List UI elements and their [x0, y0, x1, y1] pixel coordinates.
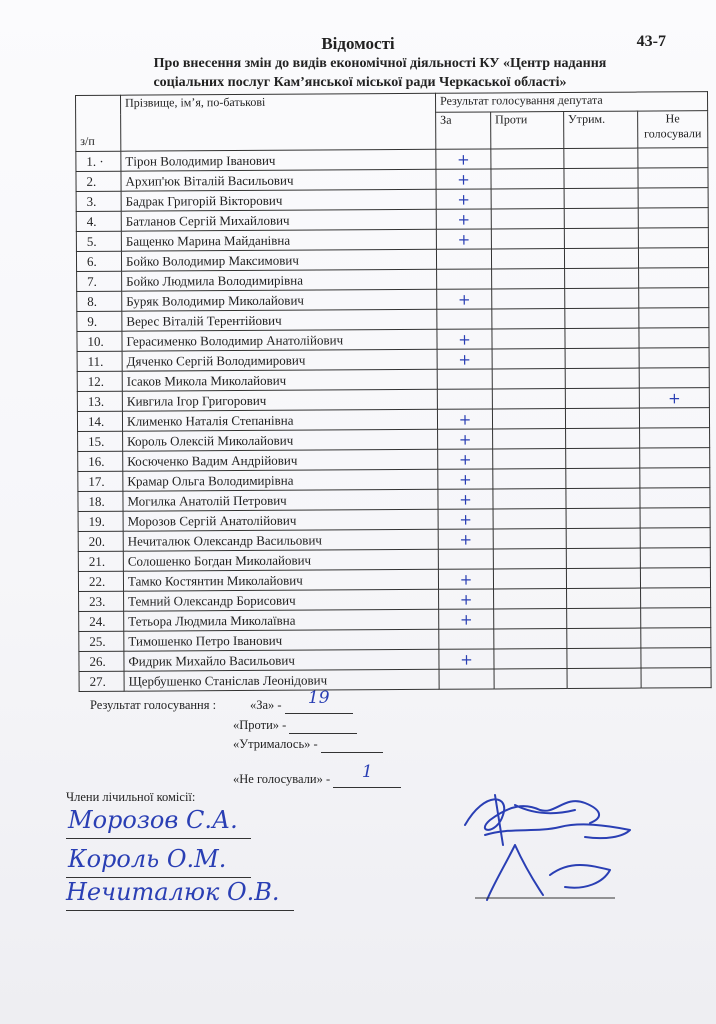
- vote-ne-cell: [640, 548, 710, 568]
- col-header-proty: Проти: [491, 112, 564, 149]
- row-number: 5.: [76, 231, 121, 251]
- row-number: 19.: [78, 511, 123, 531]
- vote-proty-cell: [494, 609, 567, 629]
- vote-utrym-cell: [565, 268, 639, 288]
- vote-utrym-cell: [565, 368, 639, 388]
- vote-proty-cell: [494, 589, 567, 609]
- row-number: 12.: [77, 371, 122, 391]
- row-number: 11.: [77, 351, 122, 371]
- row-number: 22.: [78, 571, 123, 591]
- result-ne-label: «Не голосували» -: [233, 772, 331, 786]
- signatures-image: [455, 775, 655, 910]
- commission-member-3: Нечиталюк О.В.: [66, 878, 280, 906]
- vote-za-cell: [437, 269, 492, 289]
- col-header-name: Прізвище, ім’я, по-батькові: [121, 93, 436, 151]
- vote-ne-cell: [641, 628, 711, 648]
- col-header-result: Результат голосування депутата: [435, 92, 707, 113]
- result-utrym-label: «Утрималось» -: [233, 737, 318, 751]
- row-number: 9.: [77, 311, 122, 331]
- signature-line-3: [66, 910, 294, 911]
- vote-ne-cell: [640, 508, 710, 528]
- vote-za-cell: +: [437, 349, 492, 369]
- vote-za-cell: +: [439, 649, 494, 669]
- row-number: 10.: [77, 331, 122, 351]
- vote-za-cell: +: [438, 509, 493, 529]
- row-number: 2.: [76, 171, 121, 191]
- result-ne: [233, 762, 401, 788]
- vote-utrym-cell: [564, 168, 638, 188]
- signature-stroke-3: [485, 824, 630, 838]
- row-number: 7.: [77, 271, 122, 291]
- row-name: Фидрик Михайло Васильович: [124, 649, 439, 671]
- row-name: Кивгила Ігор Григорович: [122, 389, 437, 411]
- row-name: Солошенко Богдан Миколайович: [123, 549, 438, 571]
- page-title: Відомості: [321, 34, 395, 53]
- result-proty: [233, 718, 357, 734]
- row-number: 4.: [76, 211, 121, 231]
- vote-proty-cell: [493, 549, 566, 569]
- vote-utrym-cell: [564, 228, 638, 248]
- vote-za-cell: [438, 549, 493, 569]
- vote-utrym-cell: [567, 628, 641, 648]
- result-utrym: [233, 737, 383, 753]
- results-label: Результат голосування :: [90, 698, 217, 712]
- result-za-value: 19: [307, 688, 330, 708]
- vote-proty-cell: [492, 289, 565, 309]
- vote-proty-cell: [493, 489, 566, 509]
- vote-ne-cell: [640, 488, 710, 508]
- vote-za-cell: +: [436, 149, 491, 169]
- vote-ne-cell: [638, 248, 708, 268]
- signature-stroke-4: [487, 845, 610, 900]
- row-name: Крамар Ольга Володимирівна: [123, 469, 438, 491]
- result-za-label: «За» -: [250, 698, 282, 712]
- vote-za-cell: +: [436, 229, 491, 249]
- vote-proty-cell: [494, 669, 567, 689]
- row-name: Косюченко Вадим Андрійович: [123, 449, 438, 471]
- vote-utrym-cell: [566, 468, 640, 488]
- vote-za-cell: [436, 249, 491, 269]
- vote-ne-cell: [638, 188, 708, 208]
- row-number: 20.: [78, 531, 123, 551]
- vote-proty-cell: [491, 149, 564, 169]
- vote-proty-cell: [491, 209, 564, 229]
- doc-number: 43-7: [636, 33, 666, 50]
- row-number: 27.: [79, 671, 124, 691]
- row-number: 6.: [76, 251, 121, 271]
- vote-utrym-cell: [566, 508, 640, 528]
- vote-proty-cell: [492, 389, 565, 409]
- commission-member-2: Король О.М.: [68, 845, 227, 873]
- row-number: 14.: [77, 411, 122, 431]
- result-za: [250, 688, 353, 714]
- vote-za-cell: +: [436, 189, 491, 209]
- vote-proty-cell: [494, 649, 567, 669]
- signature-line-1: [66, 838, 251, 839]
- vote-ne-cell: [639, 348, 709, 368]
- vote-proty-cell: [493, 469, 566, 489]
- vote-za-cell: +: [438, 469, 493, 489]
- vote-ne-cell: [638, 228, 708, 248]
- vote-ne-cell: [638, 168, 708, 188]
- vote-utrym-cell: [566, 448, 640, 468]
- vote-za-cell: [437, 389, 492, 409]
- vote-ne-cell: [639, 268, 709, 288]
- row-number: 26.: [79, 651, 124, 671]
- vote-za-cell: +: [438, 529, 493, 549]
- subtitle-line-2: соціальних послуг Кам’янської міської ради Черкаської області»: [153, 75, 567, 90]
- vote-za-cell: [437, 369, 492, 389]
- vote-proty-cell: [492, 349, 565, 369]
- vote-za-cell: +: [437, 289, 492, 309]
- row-number: 3.: [76, 191, 121, 211]
- vote-utrym-cell: [566, 428, 640, 448]
- vote-proty-cell: [491, 169, 564, 189]
- vote-ne-cell: [639, 368, 709, 388]
- vote-ne-cell: [638, 208, 708, 228]
- vote-za-cell: +: [439, 609, 494, 629]
- table-row: [79, 668, 711, 692]
- row-number: 16.: [78, 451, 123, 471]
- row-name: Щербушенко Станіслав Леонідович: [124, 669, 439, 691]
- result-ne-field: [333, 762, 401, 788]
- col-header-utrym: Утрим.: [564, 111, 638, 148]
- vote-utrym-cell: [564, 208, 638, 228]
- commission-member-1: Морозов С.А.: [68, 806, 238, 834]
- col-header-ne: Не голосували: [638, 111, 708, 148]
- row-number: 8.: [77, 291, 122, 311]
- row-number: 13.: [77, 391, 122, 411]
- row-number: 23.: [79, 591, 124, 611]
- row-name: Бадрак Григорій Вікторович: [121, 189, 436, 211]
- vote-utrym-cell: [567, 588, 641, 608]
- vote-ne-cell: [640, 528, 710, 548]
- result-proty-label: «Проти» -: [233, 718, 287, 732]
- row-name: Дяченко Сергій Володимирович: [122, 349, 437, 371]
- vote-za-cell: [439, 629, 494, 649]
- vote-ne-cell: [641, 588, 711, 608]
- vote-utrym-cell: [565, 348, 639, 368]
- voting-table: [75, 91, 712, 692]
- vote-proty-cell: [493, 449, 566, 469]
- vote-za-cell: +: [438, 569, 493, 589]
- vote-proty-cell: [492, 329, 565, 349]
- vote-za-cell: +: [436, 209, 491, 229]
- row-name: Клименко Наталія Степанівна: [122, 409, 437, 431]
- vote-proty-cell: [491, 249, 564, 269]
- vote-ne-cell: [640, 448, 710, 468]
- vote-za-cell: +: [438, 489, 493, 509]
- row-name: Бойко Володимир Максимович: [121, 249, 436, 271]
- vote-proty-cell: [493, 569, 566, 589]
- vote-ne-cell: [641, 608, 711, 628]
- row-name: Ісаков Микола Миколайович: [122, 369, 437, 391]
- col-header-za: За: [436, 112, 491, 149]
- row-number: 15.: [78, 431, 123, 451]
- result-za-field: [285, 688, 353, 714]
- vote-proty-cell: [494, 629, 567, 649]
- vote-utrym-cell: [566, 488, 640, 508]
- vote-utrym-cell: [566, 528, 640, 548]
- vote-utrym-cell: [567, 648, 641, 668]
- row-name: Темний Олександр Борисович: [124, 589, 439, 611]
- vote-ne-cell: +: [639, 388, 709, 408]
- vote-proty-cell: [492, 269, 565, 289]
- col-header-num: з/п: [76, 95, 121, 151]
- row-name: Бащенко Марина Майданівна: [121, 229, 436, 251]
- vote-ne-cell: [640, 568, 710, 588]
- vote-utrym-cell: [567, 668, 641, 688]
- vote-utrym-cell: [566, 568, 640, 588]
- vote-utrym-cell: [565, 388, 639, 408]
- vote-proty-cell: [492, 409, 565, 429]
- vote-proty-cell: [493, 429, 566, 449]
- vote-ne-cell: [640, 428, 710, 448]
- vote-proty-cell: [492, 309, 565, 329]
- row-number: 18.: [78, 491, 123, 511]
- vote-ne-cell: [639, 288, 709, 308]
- row-number: 24.: [79, 611, 124, 631]
- vote-utrym-cell: [565, 328, 639, 348]
- vote-za-cell: +: [438, 429, 493, 449]
- row-name: Морозов Сергій Анатолійович: [123, 509, 438, 531]
- vote-ne-cell: [639, 328, 709, 348]
- vote-ne-cell: [640, 468, 710, 488]
- vote-utrym-cell: [565, 288, 639, 308]
- row-name: Верес Віталій Терентійович: [122, 309, 437, 331]
- vote-proty-cell: [493, 509, 566, 529]
- row-number: 1. ·: [76, 151, 121, 171]
- vote-utrym-cell: [564, 188, 638, 208]
- row-number: 17.: [78, 471, 123, 491]
- row-name: Герасименко Володимир Анатолійович: [122, 329, 437, 351]
- row-name: Тірон Володимир Іванович: [121, 149, 436, 171]
- row-name: Тамко Костянтин Миколайович: [123, 569, 438, 591]
- row-name: Тетьора Людмила Миколаївна: [124, 609, 439, 631]
- vote-za-cell: +: [436, 169, 491, 189]
- vote-za-cell: [439, 669, 494, 689]
- vote-ne-cell: [639, 308, 709, 328]
- signature-stroke-2: [495, 795, 575, 845]
- vote-ne-cell: [638, 148, 708, 168]
- vote-za-cell: +: [437, 409, 492, 429]
- vote-utrym-cell: [565, 408, 639, 428]
- vote-za-cell: +: [439, 589, 494, 609]
- row-name: Могилка Анатолій Петрович: [123, 489, 438, 511]
- subtitle-line-1: Про внесення змін до видів економічної діяльності КУ «Центр надання: [153, 56, 607, 71]
- row-name: Король Олексій Миколайович: [123, 429, 438, 451]
- vote-proty-cell: [491, 229, 564, 249]
- vote-proty-cell: [492, 369, 565, 389]
- row-number: 25.: [79, 631, 124, 651]
- row-name: Нечиталюк Олександр Васильович: [123, 529, 438, 551]
- row-name: Архип'юк Віталій Васильович: [121, 169, 436, 191]
- vote-ne-cell: [639, 408, 709, 428]
- vote-utrym-cell: [564, 148, 638, 168]
- result-utrym-field: [321, 737, 383, 753]
- row-name: Батланов Сергій Михайлович: [121, 209, 436, 231]
- vote-utrym-cell: [567, 608, 641, 628]
- vote-za-cell: +: [438, 449, 493, 469]
- row-name: Буряк Володимир Миколайович: [122, 289, 437, 311]
- vote-proty-cell: [493, 529, 566, 549]
- vote-utrym-cell: [566, 548, 640, 568]
- row-number: 21.: [78, 551, 123, 571]
- vote-ne-cell: [641, 648, 711, 668]
- vote-utrym-cell: [565, 308, 639, 328]
- result-proty-field: [289, 718, 357, 734]
- vote-proty-cell: [491, 189, 564, 209]
- row-name: Тимошенко Петро Іванович: [124, 629, 439, 651]
- commission-label: Члени лічильної комісії:: [66, 790, 196, 804]
- row-name: Бойко Людмила Володимирівна: [122, 269, 437, 291]
- vote-ne-cell: [641, 668, 711, 688]
- vote-za-cell: +: [437, 329, 492, 349]
- vote-za-cell: [437, 309, 492, 329]
- vote-utrym-cell: [564, 248, 638, 268]
- result-ne-value: 1: [361, 762, 373, 782]
- table-body: [76, 148, 711, 692]
